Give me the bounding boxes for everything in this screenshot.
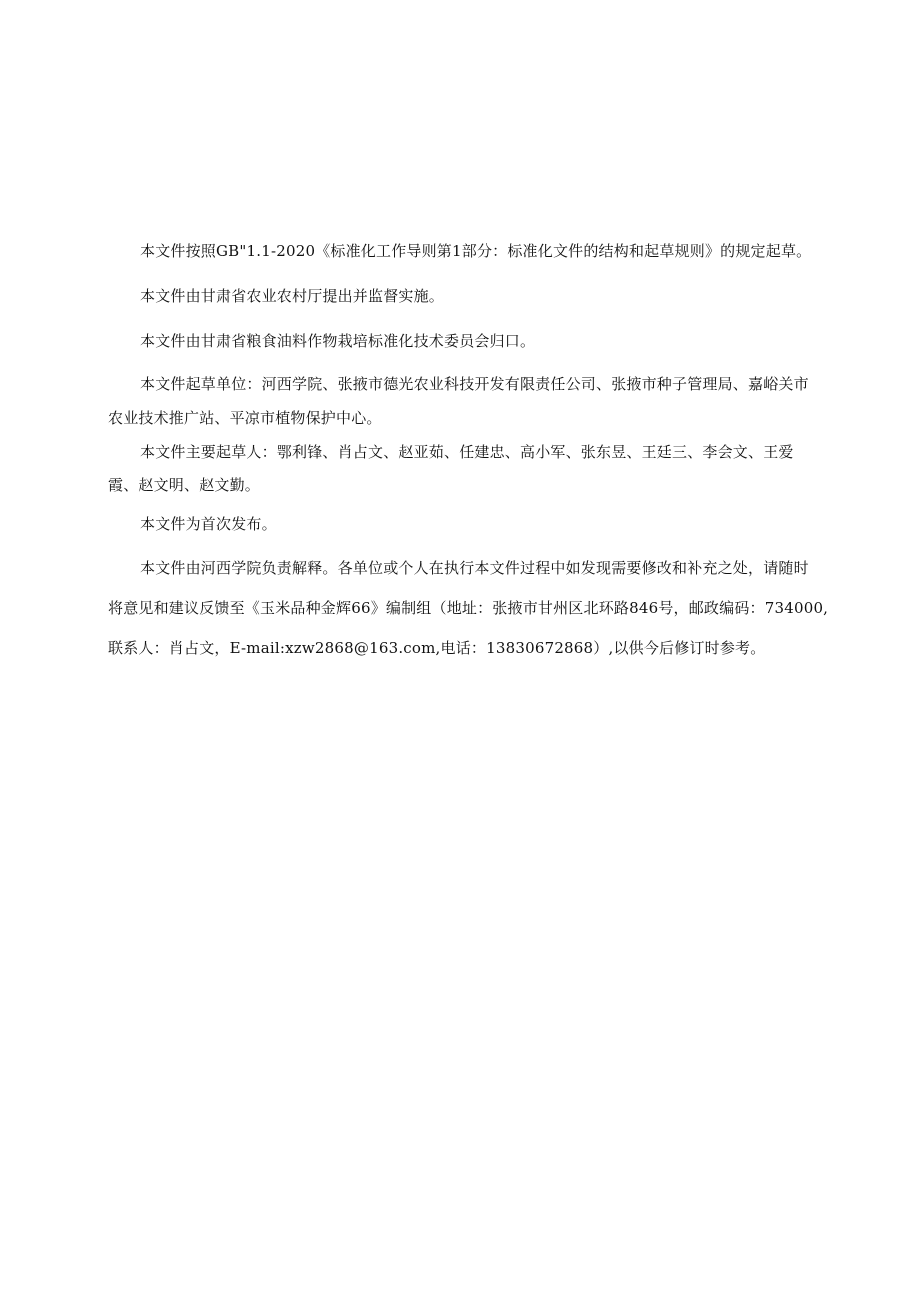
foreword-paragraph-interpretation <box>108 553 832 663</box>
interpretation-line-2: 将意见和建议反馈至《玉米品种金辉66》编制组（地址：张掖市甘州区北环路846号，邮政编码：734000, <box>108 599 829 617</box>
drafting-units-line-2: 农业技术推广站、平凉市植物保护中心。 <box>108 409 382 427</box>
interpretation-line-3: 联系人：肖占文，E-mail:xzw2868@163.com,电话：13830672868）,以供今后修订时参考。 <box>108 639 766 657</box>
drafters-line-2: 霞、赵文明、赵文勤。 <box>108 476 261 494</box>
foreword-paragraph-first-release: 本文件为首次发布。 <box>140 515 277 533</box>
foreword-paragraph-drafters <box>108 434 832 500</box>
foreword-paragraph-committee: 本文件由甘肃省粮食油料作物栽培标准化技术委员会归口。 <box>140 332 536 350</box>
interpretation-line-1: 本文件由河西学院负责解释。各单位或个人在执行本文件过程中如发现需要修改和补充之处，请随时 <box>140 559 809 577</box>
drafters-line-1: 本文件主要起草人：鄂利锋、肖占文、赵亚茹、任建忠、高小军、张东昱、王廷三、李会文、王爱 <box>140 443 794 461</box>
foreword-paragraph-drafting-units <box>108 366 832 434</box>
drafting-units-line-1: 本文件起草单位：河西学院、张掖市德光农业科技开发有限责任公司、张掖市种子管理局、嘉峪关市 <box>140 375 809 393</box>
foreword-paragraph-proposer: 本文件由甘肃省农业农村厅提出并监督实施。 <box>140 287 445 305</box>
foreword-paragraph-standard-basis: 本文件按照GB"1.1-2020《标准化工作导则第1部分：标准化文件的结构和起草规则》的规定起草。 <box>140 242 812 260</box>
